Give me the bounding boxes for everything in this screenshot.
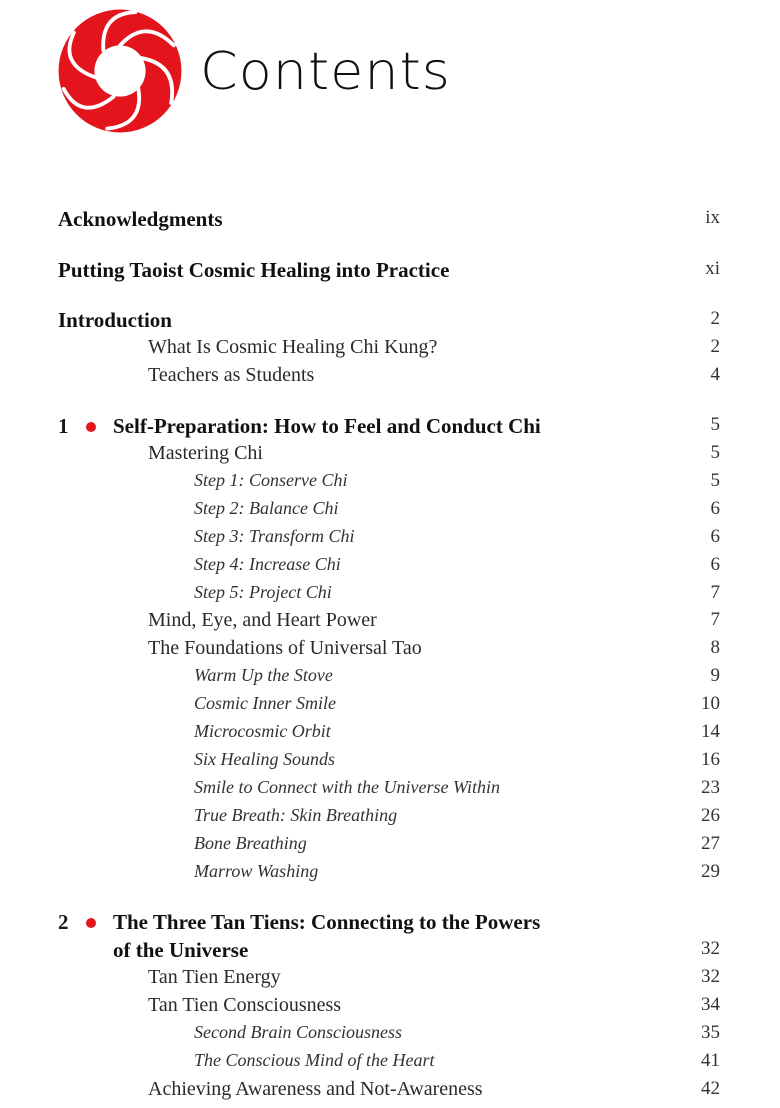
- toc-entry[interactable]: [0, 1050, 780, 1078]
- red-bullet-icon: [86, 918, 96, 928]
- toc-entry-page: 7: [710, 582, 720, 603]
- toc-entry[interactable]: [0, 498, 780, 526]
- toc-entry-page: 34: [701, 994, 720, 1015]
- toc-entry-page: 8: [710, 637, 720, 658]
- toc-entry-page: ix: [705, 207, 720, 228]
- red-bullet-icon: [86, 422, 96, 432]
- toc-entry-page: 5: [710, 414, 720, 435]
- toc-entry[interactable]: [0, 665, 780, 693]
- toc-entry-page: 26: [701, 805, 720, 826]
- toc-entry[interactable]: [0, 749, 780, 777]
- toc-entry[interactable]: [0, 994, 780, 1022]
- toc-entry-page: 6: [710, 498, 720, 519]
- toc-entry-page: 7: [710, 609, 720, 630]
- red-swirl-logo-icon: [56, 7, 184, 135]
- toc-entry-title: True Breath: Skin Breathing: [194, 805, 398, 825]
- toc-entry[interactable]: [0, 777, 780, 805]
- toc-entry[interactable]: [0, 554, 780, 582]
- toc-entry-title: Microcosmic Orbit: [194, 721, 331, 741]
- page-header: [56, 8, 451, 134]
- chapter-number: 1: [58, 414, 69, 438]
- toc-entry[interactable]: [0, 609, 780, 637]
- toc-entry-title: Six Healing Sounds: [194, 749, 335, 769]
- toc-entry-page: 32: [701, 938, 720, 959]
- toc-entry-title: Acknowledgments: [58, 207, 223, 231]
- toc-entry-page: 23: [701, 777, 720, 798]
- toc-entry-title: The Foundations of Universal Tao: [148, 637, 422, 659]
- toc-entry-page: 6: [710, 526, 720, 547]
- toc-entry[interactable]: [0, 938, 780, 966]
- toc-entry-title: Step 5: Project Chi: [194, 582, 332, 602]
- toc-entry-title: The Conscious Mind of the Heart: [194, 1050, 435, 1070]
- toc-entry[interactable]: [0, 442, 780, 470]
- toc-entry-title: of the Universe: [113, 938, 249, 962]
- toc-entry-title: Smile to Connect with the Universe Within: [194, 777, 500, 797]
- page-title: Contents: [200, 41, 451, 101]
- toc-entry-title: Tan Tien Consciousness: [148, 994, 342, 1016]
- toc-entry-page: 4: [710, 364, 720, 385]
- toc-entry-page: 10: [701, 693, 720, 714]
- toc-entry[interactable]: [0, 414, 780, 442]
- toc-entry-page: 32: [701, 966, 720, 987]
- toc-entry-title: Step 4: Increase Chi: [194, 554, 341, 574]
- toc-entry-title: Step 3: Transform Chi: [194, 526, 355, 546]
- toc-entry[interactable]: [0, 966, 780, 994]
- toc-entry-page: 16: [701, 749, 720, 770]
- toc-entry[interactable]: [0, 805, 780, 833]
- toc-entry[interactable]: [0, 910, 780, 938]
- toc-entry-title: Step 1: Conserve Chi: [194, 470, 348, 490]
- toc-entry[interactable]: [0, 637, 780, 665]
- toc-entry-page: 2: [710, 336, 720, 357]
- toc-entry-title: Introduction: [58, 308, 172, 332]
- toc-entry[interactable]: [0, 258, 780, 286]
- toc-entry-page: 5: [710, 470, 720, 491]
- toc-entry[interactable]: [0, 470, 780, 498]
- toc-entry[interactable]: [0, 526, 780, 554]
- toc-entry-page: 9: [710, 665, 720, 686]
- toc-entry-page: 41: [701, 1050, 720, 1071]
- toc-entry-page: 14: [701, 721, 720, 742]
- toc-entry-page: xi: [705, 258, 720, 279]
- toc-entry[interactable]: [0, 207, 780, 235]
- toc-entry-title: Step 2: Balance Chi: [194, 498, 339, 518]
- toc-entry-title: Achieving Awareness and Not-Awareness: [148, 1078, 483, 1100]
- toc-entry[interactable]: [0, 833, 780, 861]
- toc-entry-title: The Three Tan Tiens: Connecting to the Powers: [113, 910, 541, 934]
- toc-entry-page: 27: [701, 833, 720, 854]
- chapter-number: 2: [58, 910, 69, 934]
- toc-entry-title: Mind, Eye, and Heart Power: [148, 609, 377, 631]
- toc-entry[interactable]: [0, 1078, 780, 1106]
- toc-entry-title: Self-Preparation: How to Feel and Conduct Chi: [113, 414, 541, 438]
- toc-entry-page: 29: [701, 861, 720, 882]
- toc-entry[interactable]: [0, 582, 780, 610]
- toc-entry[interactable]: [0, 693, 780, 721]
- toc-entry-title: Tan Tien Energy: [148, 966, 281, 988]
- toc-entry-title: Warm Up the Stove: [194, 665, 333, 685]
- toc-entry-title: What Is Cosmic Healing Chi Kung?: [148, 336, 438, 358]
- toc-entry-title: Marrow Washing: [194, 861, 319, 881]
- toc-entry-page: 42: [701, 1078, 720, 1099]
- toc-entry-page: 5: [710, 442, 720, 463]
- toc-entry[interactable]: [0, 336, 780, 364]
- toc-entry[interactable]: [0, 364, 780, 392]
- toc-entry-page: 2: [710, 308, 720, 329]
- toc-entry[interactable]: [0, 861, 780, 889]
- toc-entry[interactable]: [0, 1022, 780, 1050]
- toc-entry-title: Teachers as Students: [148, 364, 315, 386]
- toc-entry-page: 35: [701, 1022, 720, 1043]
- toc-entry-title: Mastering Chi: [148, 442, 263, 464]
- toc-entry-title: Putting Taoist Cosmic Healing into Practice: [58, 258, 450, 282]
- toc-entry-title: Second Brain Consciousness: [194, 1022, 402, 1042]
- toc-entry[interactable]: [0, 721, 780, 749]
- toc-entry-page: 6: [710, 554, 720, 575]
- toc-entry-title: Cosmic Inner Smile: [194, 693, 336, 713]
- toc-entry[interactable]: [0, 308, 780, 336]
- toc-entry-title: Bone Breathing: [194, 833, 307, 853]
